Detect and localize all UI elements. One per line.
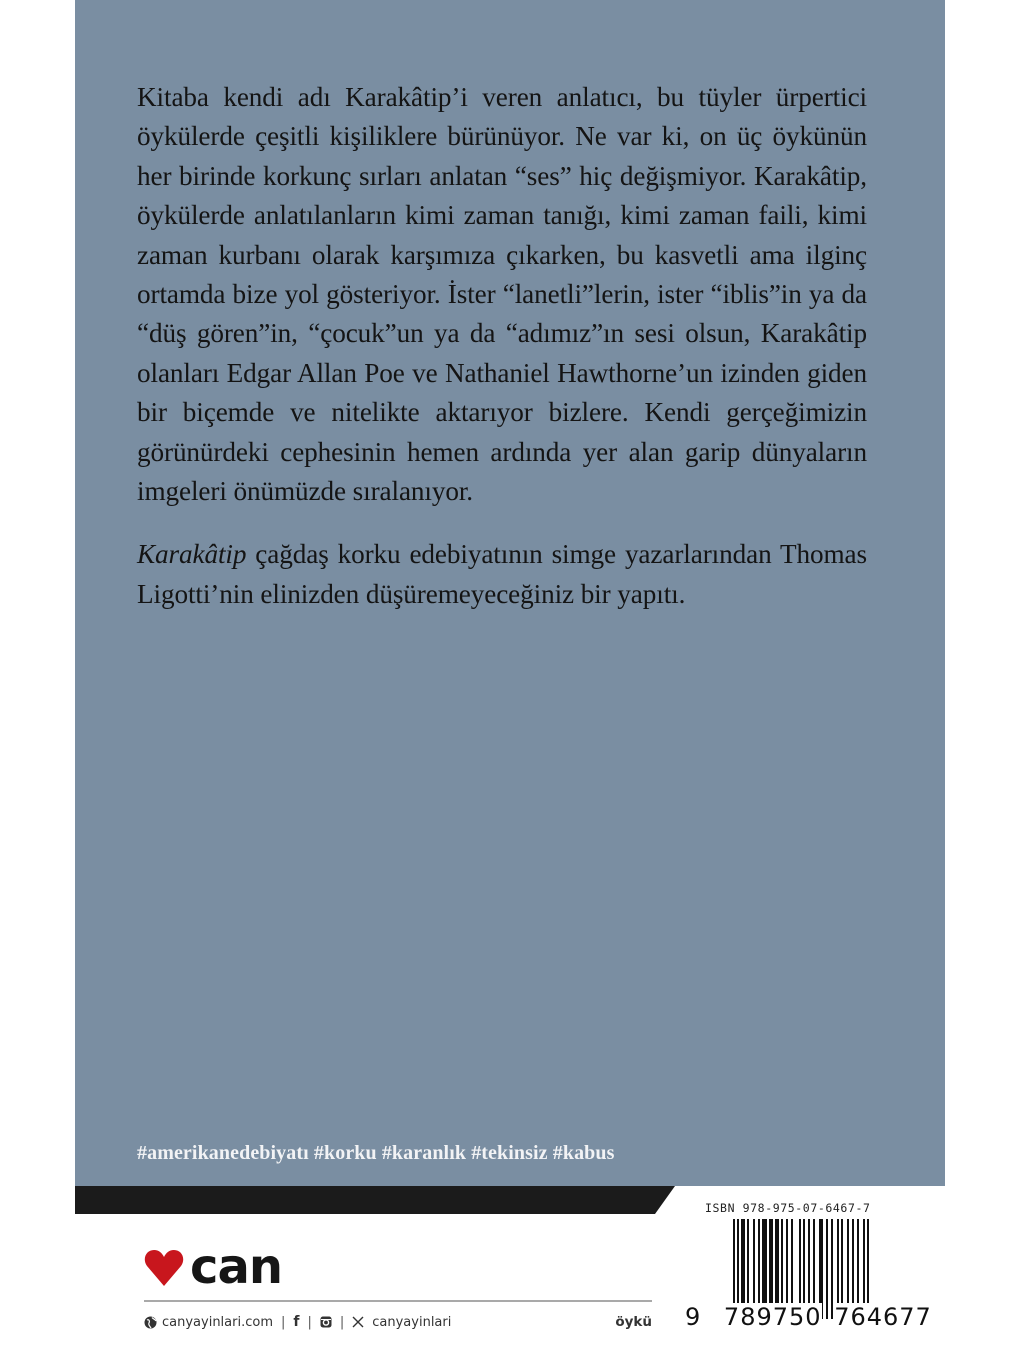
social-handle[interactable]: canyayinlari: [372, 1314, 452, 1330]
footer-divider: [144, 1300, 652, 1302]
blurb-text: [137, 78, 867, 638]
blurb-paragraph-2: [137, 535, 867, 614]
separator: |: [307, 1314, 312, 1330]
instagram-icon[interactable]: [320, 1316, 332, 1328]
separator: |: [339, 1314, 345, 1330]
website-link[interactable]: canyayinlari.com: [162, 1314, 273, 1330]
genre-label: öykü: [615, 1314, 652, 1330]
x-icon[interactable]: [352, 1316, 364, 1328]
barcode-digits: [685, 1303, 932, 1331]
blurb-paragraph-1: Kitaba kendi adı Karakâtip’i veren anlatıcı, bu tüyler ürpertici öykülerde çeşitli kişiliklere bürünüyor. Ne var ki, on üç öykünün her birinde korkunç sırları anlatan “ses” hiç değişmiyor. Karakâtip, öykülerde anlatılanların kimi zaman tanığı, kimi zaman faili, kimi zaman kurbanı olarak karşımıza çıkarken, bu kasvetli ama ilginç ortamda bize yol gösteriyor. İster “lanetli”lerin, ister “iblis”in ya da “düş gören”in, “çocuk”un ya da “adımız”ın sesi olsun, Karakâtip olanları Edgar Allan Poe ve Nathaniel Hawthorne’un izinden giden bir biçemde ve nitelikte aktarıyor bizlere. Kendi gerçeğimizin görünürdeki cephesinin hemen ardında yer alan garip dünyaların imgeleri önümüzde sıralanıyor.: [137, 82, 867, 507]
hashtags: #amerikanedebiyatı #korku #karanlık #tekinsiz #kabus: [137, 1142, 615, 1164]
blurb-panel: [75, 0, 945, 1186]
book-title-italic: Karakâtip: [137, 539, 247, 570]
blurb-paragraph-2-text: çağdaş korku edebiyatının simge yazarlarından Thomas Ligotti’nin elinizden düşüremeyeceğiniz bir yapıtı.: [137, 539, 867, 609]
barcode-group-1: 789750: [723, 1303, 822, 1331]
black-band-divider: [75, 1186, 675, 1214]
facebook-icon[interactable]: f: [293, 1314, 300, 1330]
barcode-first-digit: 9: [685, 1303, 702, 1331]
globe-icon: [144, 1316, 157, 1329]
heart-icon: [144, 1249, 184, 1287]
barcode-group-2: 764677: [834, 1303, 932, 1331]
book-back-cover: [75, 0, 945, 1360]
isbn-label: ISBN 978-975-07-6467-7: [705, 1201, 871, 1215]
publisher-logo: [144, 1239, 283, 1295]
separator: |: [281, 1314, 286, 1330]
publisher-footer: [144, 1312, 652, 1332]
publisher-logo-text: can: [190, 1239, 283, 1295]
